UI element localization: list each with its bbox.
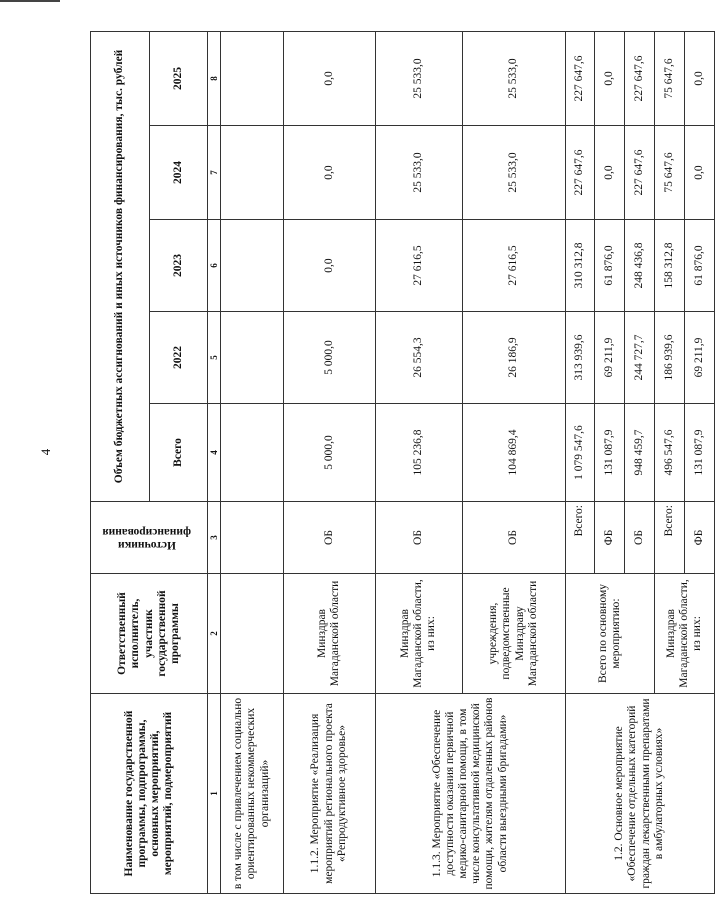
- row-2025: 0,0: [595, 31, 625, 125]
- row-2024: 0,0: [595, 126, 625, 220]
- row-name: 1.1.2. Мероприятие «Реализация мероприятий регионального проекта «Репродуктивное здоровье»: [283, 694, 375, 894]
- row-total: 1 079 547,6: [565, 404, 595, 502]
- row-source: ОБ: [462, 502, 565, 574]
- row-2024: 227 647,6: [625, 126, 655, 220]
- row-2023: 27 616,5: [462, 220, 565, 312]
- row-2024: [221, 126, 283, 220]
- row-total: 131 087,9: [595, 404, 625, 502]
- col-number: 4: [208, 404, 221, 502]
- row-2024: 0,0: [684, 126, 714, 220]
- row-2022: 186 939,6: [655, 312, 685, 404]
- row-2023: 27 616,5: [375, 220, 462, 312]
- row-source: ОБ: [283, 502, 375, 574]
- row-total: 104 869,4: [462, 404, 565, 502]
- row-source: ОБ: [375, 502, 462, 574]
- row-2025: 227 647,6: [565, 31, 595, 125]
- row-total: 105 236,8: [375, 404, 462, 502]
- row-name: 1.1.3. Мероприятие «Обеспечение доступности оказания первичной медико-санитарной помощи, в том числе консультативной медицинской помощи, жителям отдаленных районов области выездными бригадами»: [375, 694, 565, 894]
- row-source: ФБ: [595, 502, 625, 574]
- row-2023: 310 312,8: [565, 220, 595, 312]
- rotated-table-container: [90, 32, 705, 894]
- row-executor: Всего по основному мероприятию:: [565, 574, 654, 694]
- row-2022: 26 554,3: [375, 312, 462, 404]
- row-2023: 0,0: [283, 220, 375, 312]
- row-2025: 0,0: [684, 31, 714, 125]
- row-source: ФБ: [684, 502, 714, 574]
- page-number: 4: [38, 448, 53, 456]
- row-source: Всего:: [565, 502, 595, 574]
- header-name: Наименование государственной программы, подпрограммы, основных мероприятий, мероприятий, подмероприятий: [91, 694, 208, 894]
- table-row: [221, 31, 283, 893]
- table-row: [375, 31, 462, 893]
- header-total: Всего: [149, 404, 208, 502]
- row-2024: 227 647,6: [565, 126, 595, 220]
- row-2025: 75 647,6: [655, 31, 685, 125]
- header-executor: Ответственный исполнитель, участник государственной программы: [91, 574, 208, 694]
- row-sub-executor: учреждения, подведомственные Минздраву Магаданской области: [462, 574, 565, 694]
- row-2024: 75 647,6: [655, 126, 685, 220]
- row-2022: 69 211,9: [684, 312, 714, 404]
- row-2022: [221, 312, 283, 404]
- col-number: 3: [208, 502, 221, 574]
- row-executor: [221, 574, 283, 694]
- table-row: [565, 31, 595, 893]
- header-source-text: Источники финансирования: [102, 525, 192, 551]
- header-2024: 2024: [149, 126, 208, 220]
- column-number-row: [208, 31, 221, 893]
- row-2022: 244 727,7: [625, 312, 655, 404]
- row-executor: Минздрав Магаданской области, из них:: [375, 574, 462, 694]
- row-source: ОБ: [625, 502, 655, 574]
- row-total: 5 000,0: [283, 404, 375, 502]
- header-source: [91, 502, 208, 574]
- row-2022: 313 939,6: [565, 312, 595, 404]
- header-2023: 2023: [149, 220, 208, 312]
- row-name: 1.2. Основное мероприятие «Обеспечение отдельных категорий граждан лекарственными препаратами в амбулаторных условиях»: [565, 694, 714, 894]
- row-2022: 5 000,0: [283, 312, 375, 404]
- row-2025: 25 533,0: [462, 31, 565, 125]
- row-2025: 0,0: [283, 31, 375, 125]
- col-number: 8: [208, 31, 221, 125]
- col-number: 1: [208, 694, 221, 894]
- top-rule: [0, 0, 60, 2]
- row-2023: 61 876,0: [684, 220, 714, 312]
- header-funding-group: Объем бюджетных ассигнований и иных источников финансирования, тыс. рублей: [91, 31, 150, 501]
- row-source: [221, 502, 283, 574]
- funding-table: [90, 31, 715, 894]
- row-total: [221, 404, 283, 502]
- row-total: 948 459,7: [625, 404, 655, 502]
- row-name: в том числе с привлечением социально ориентированных некоммерческих организаций»: [221, 694, 283, 894]
- row-2023: 158 312,8: [655, 220, 685, 312]
- row-total: 496 547,6: [655, 404, 685, 502]
- row-2025: [221, 31, 283, 125]
- header-2022: 2022: [149, 312, 208, 404]
- col-number: 7: [208, 126, 221, 220]
- row-executor: Минздрав Магаданской области: [283, 574, 375, 694]
- header-2025: 2025: [149, 31, 208, 125]
- row-total: 131 087,9: [684, 404, 714, 502]
- row-2022: 69 211,9: [595, 312, 625, 404]
- row-sub-executor: Минздрав Магаданской области, из них:: [655, 574, 715, 694]
- col-number: 5: [208, 312, 221, 404]
- table-viewport: [90, 32, 705, 894]
- row-2023: 248 436,8: [625, 220, 655, 312]
- row-source: Всего:: [655, 502, 685, 574]
- row-2023: [221, 220, 283, 312]
- row-2025: 227 647,6: [625, 31, 655, 125]
- row-2025: 25 533,0: [375, 31, 462, 125]
- row-2024: 25 533,0: [462, 126, 565, 220]
- row-2022: 26 186,9: [462, 312, 565, 404]
- col-number: 6: [208, 220, 221, 312]
- row-2023: 61 876,0: [595, 220, 625, 312]
- col-number: 2: [208, 574, 221, 694]
- row-2024: 0,0: [283, 126, 375, 220]
- table-row: [283, 31, 375, 893]
- row-2024: 25 533,0: [375, 126, 462, 220]
